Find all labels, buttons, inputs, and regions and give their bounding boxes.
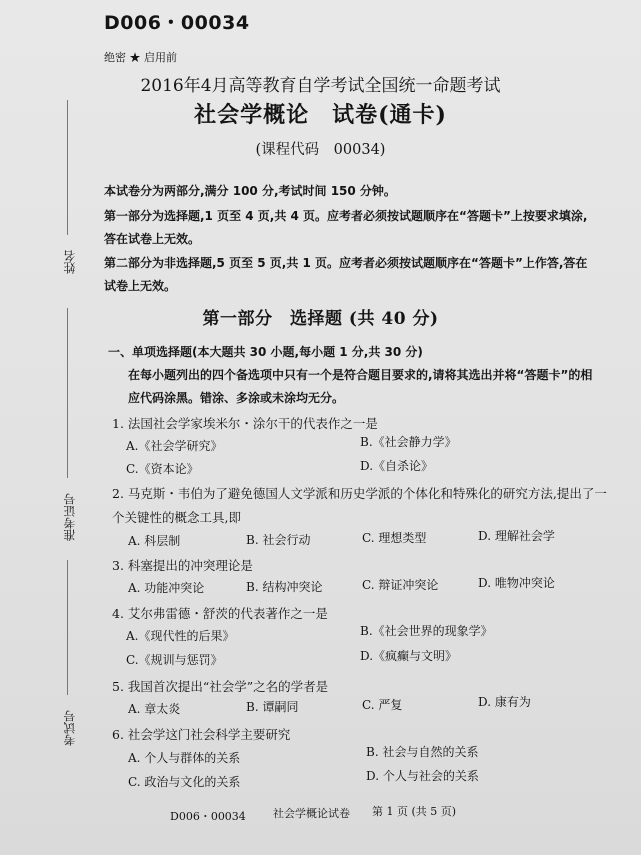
seat-number-label: 考试号: [63, 710, 77, 746]
instruction-line: 第二部分为非选择题,5 页至 5 页,共 1 页。应考者必须按试题顺序在“答题卡”上作答,答在: [104, 256, 588, 270]
question-stem: 6. 社会学这门社会科学主要研究: [112, 727, 291, 742]
option-b: B. 结构冲突论: [246, 580, 323, 594]
option-b: B.《社会世界的现象学》: [360, 624, 493, 638]
question-stem: 4. 艾尔弗雷德・舒茨的代表著作之一是: [112, 606, 328, 621]
section-note: 应代码涂黑。错涂、多涂或未涂均无分。: [128, 391, 345, 405]
question-stem: 3. 科塞提出的冲突理论是: [112, 558, 253, 573]
option-a: A.《社会学研究》: [126, 439, 223, 453]
question-stem: 1. 法国社会学家埃米尔・涂尔干的代表作之一是: [112, 416, 378, 431]
footer-title: 社会学概论试卷: [273, 807, 350, 820]
question-stem: 5. 我国首次提出“社会学”之名的学者是: [112, 679, 329, 694]
option-b: B. 社会行动: [246, 533, 311, 547]
option-c: C. 政治与文化的关系: [128, 775, 241, 789]
option-a: A. 个人与群体的关系: [128, 751, 241, 765]
instruction-line: 答在试卷上无效。: [104, 232, 201, 246]
instruction-line: 试卷上无效。: [104, 279, 177, 293]
option-d: D.《自杀论》: [360, 459, 434, 473]
option-d: D. 康有为: [478, 695, 531, 709]
option-c: C. 理想类型: [362, 531, 427, 545]
question-stem: 2. 马克斯・韦伯为了避免德国人文学派和历史学派的个体化和特殊化的研究方法,提出了一: [112, 486, 607, 501]
instruction-line: 本试卷分为两部分,满分 100 分,考试时间 150 分钟。: [104, 184, 396, 198]
option-d: D. 个人与社会的关系: [366, 769, 479, 783]
paper-code: D006・00034: [104, 12, 250, 34]
option-d: D. 唯物冲突论: [478, 576, 555, 590]
part-one-heading: 第一部分 选择题 (共 40 分): [202, 309, 439, 329]
option-b: B. 谭嗣同: [246, 700, 299, 714]
instruction-line: 第一部分为选择题,1 页至 4 页,共 4 页。应考者必须按试题顺序在“答题卡”上按要求填涂,: [104, 209, 588, 223]
option-c: C. 辩证冲突论: [362, 578, 439, 592]
name-field-line: [67, 100, 68, 235]
option-a: A. 科层制: [128, 534, 181, 548]
option-c: C.《规训与惩罚》: [126, 653, 223, 667]
option-d: D.《疯癫与文明》: [360, 649, 458, 663]
option-a: A. 功能冲突论: [128, 581, 205, 595]
section-note: 在每小题列出的四个备选项中只有一个是符合题目要求的,请将其选出并将“答题卡”的相: [128, 368, 593, 382]
option-b: B. 社会与自然的关系: [366, 745, 479, 759]
name-label: 姓名: [63, 250, 77, 274]
option-c: C. 严复: [362, 698, 403, 712]
footer-code: D006・00034: [170, 810, 246, 823]
secret-mark: 绝密 ★ 启用前: [104, 51, 177, 64]
course-code: (课程代码 00034): [255, 142, 386, 158]
option-d: D. 理解社会学: [478, 529, 555, 543]
admission-number-label: 准考证号: [63, 493, 77, 541]
option-c: C.《资本论》: [126, 462, 199, 476]
paper-title: 社会学概论 试卷(通卡): [194, 102, 447, 128]
option-a: A.《现代性的后果》: [126, 629, 235, 643]
exam-title: 2016年4月高等教育自学考试全国统一命题考试: [140, 76, 501, 96]
admission-number-field-line: [67, 308, 68, 478]
option-a: A. 章太炎: [128, 702, 181, 716]
section-title: 一、单项选择题(本大题共 30 小题,每小题 1 分,共 30 分): [108, 345, 423, 359]
question-stem: 个关键性的概念工具,即: [112, 510, 241, 525]
seat-number-field-line: [67, 560, 68, 695]
option-b: B.《社会静力学》: [360, 435, 457, 449]
footer-page-number: 第 1 页 (共 5 页): [372, 805, 457, 818]
